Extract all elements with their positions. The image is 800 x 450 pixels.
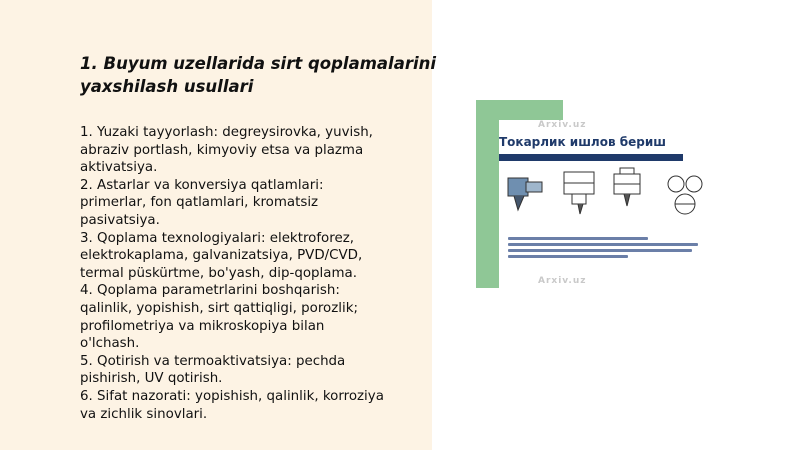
figure-caption xyxy=(508,234,708,266)
slide-title xyxy=(80,52,437,98)
drawing-c xyxy=(614,168,640,206)
figure-green-stripe xyxy=(476,100,499,288)
body-line: 5. Qotirish va termoaktivatsiya: pechda xyxy=(80,353,346,369)
figure-heading-bar xyxy=(499,154,683,161)
body-line: abraziv portlash, kimyoviy etsa va plazma xyxy=(80,142,364,158)
body-line: pishirish, UV qotirish. xyxy=(80,371,223,387)
machining-drawings xyxy=(504,166,719,228)
body-line: va zichlik sinovlari. xyxy=(80,406,208,422)
body-line: termal püskürtme, bo'yash, dip-qoplama. xyxy=(80,265,357,281)
body-line: o'lchash. xyxy=(80,336,140,352)
turning-figure-image xyxy=(476,100,724,288)
figure-heading: Токарлик ишлов бериш xyxy=(499,135,666,149)
drawing-b xyxy=(564,172,594,214)
body-line: pasivatsiya. xyxy=(80,212,160,228)
body-line: 3. Qoplama texnologiyalari: elektroforez, xyxy=(80,230,354,246)
drawing-d xyxy=(668,176,702,214)
body-line: primerlar, fon qatlamlari, kromatsiz xyxy=(80,195,319,211)
body-line: 6. Sifat nazorati: yopishish, qalinlik, korroziya xyxy=(80,388,384,404)
body-line: 1. Yuzaki tayyorlash: degreysirovka, yuvish, xyxy=(80,125,373,140)
body-line: elektrokaplama, galvanizatsiya, PVD/CVD, xyxy=(80,248,363,264)
body-line: aktivatsiya. xyxy=(80,160,158,176)
slide-body xyxy=(80,124,425,423)
body-line: 2. Astarlar va konversiya qatlamlari: xyxy=(80,177,324,193)
body-line: qalinlik, yopishish, sirt qattiqligi, porozlik; xyxy=(80,300,358,316)
body-line: 4. Qoplama parametrlarini boshqarish: xyxy=(80,283,340,299)
title-line-1: 1. Buyum uzellarida sirt qoplamalarini xyxy=(80,54,437,73)
watermark: Arxiv.uz xyxy=(538,120,587,130)
body-line: profilometriya va mikroskopiya bilan xyxy=(80,318,325,334)
title-line-2: yaxshilash usullari xyxy=(80,77,254,96)
figure-green-tab xyxy=(499,100,563,120)
drawing-a xyxy=(508,178,542,210)
watermark: Arxiv.uz xyxy=(538,276,587,286)
